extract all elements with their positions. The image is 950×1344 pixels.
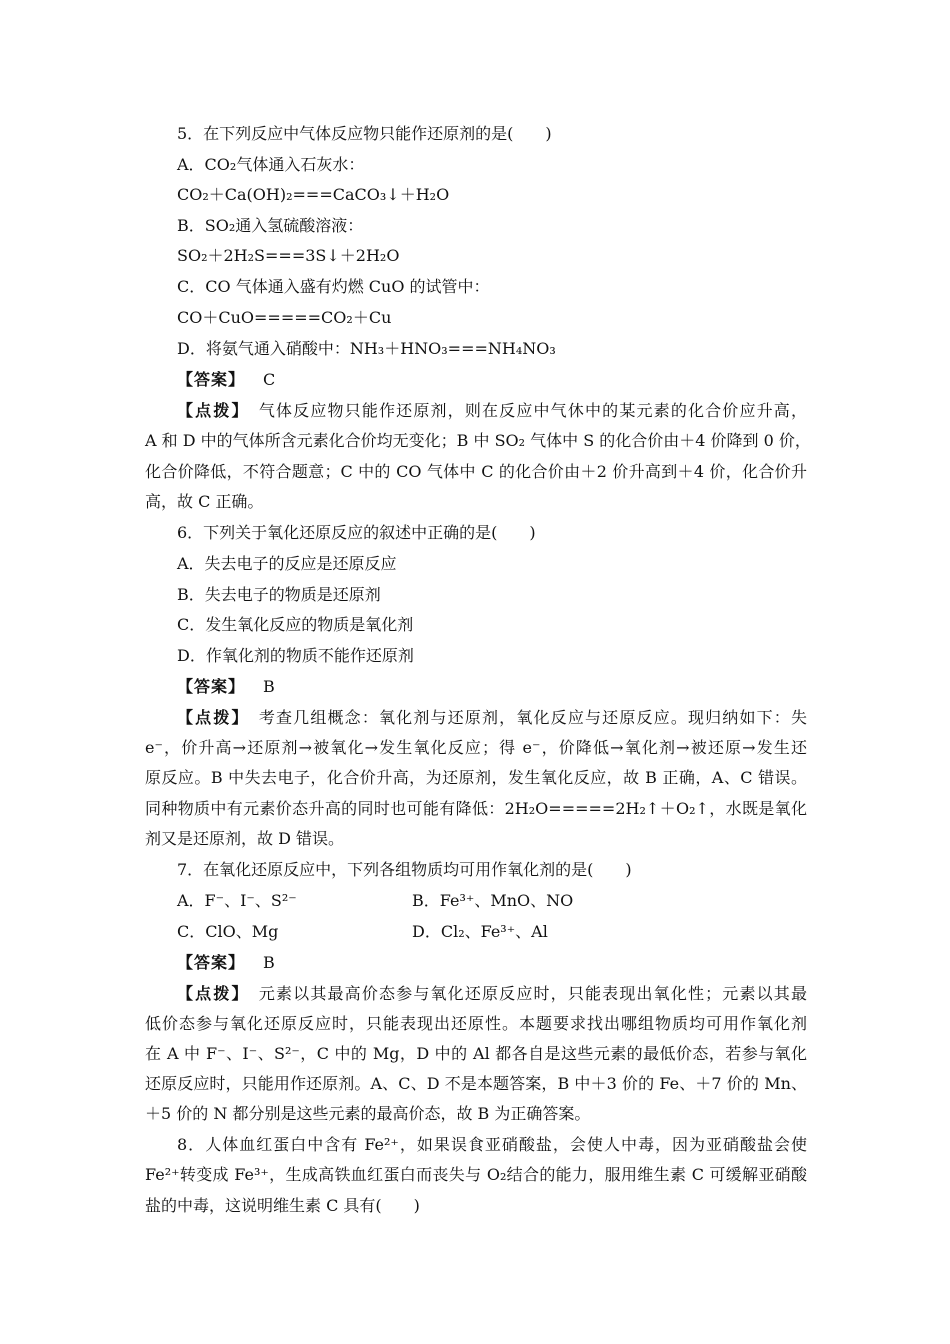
q5-stem: 5．在下列反应中气体反应物只能作还原剂的是( ) [177,124,552,143]
q5-hint-line-4: 高，故 C 正确。 [145,492,264,511]
q7-option-a: A．F⁻、I⁻、S²⁻ [177,891,297,910]
q6-option-c: C．发生氧化反应的物质是氧化剂 [177,615,414,634]
q5-hint-line-2: A 和 D 中的气体所含元素化合价均无变化；B 中 SO₂ 气体中 S 的化合价由＋4 价降到 0 价， [145,431,811,450]
hint-tag: 【点拨】 [177,984,242,1003]
q7-answer [177,952,275,974]
q6-option-d: D．作氧化剂的物质不能作还原剂 [177,646,414,665]
q7-options-row-1 [177,890,777,912]
q5-option-c: C．CO 气体通入盛有灼燃 CuO 的试管中： [177,277,490,296]
q5-hint-line-3: 化合价降低，不符合题意；C 中的 CO 气体中 C 的化合价由＋2 价升高到＋4 价，化合价升 [145,462,807,481]
q6-hint-line-4: 同种物质中有元素价态升高的同时也可能有降低：2H₂O=====2H₂↑＋O₂↑，水既是氧化 [145,799,807,818]
q6-option-b: B．失去电子的物质是还原剂 [177,585,381,604]
q6-option-a: A．失去电子的反应是还原反应 [177,554,397,573]
q6-answer [177,676,275,698]
q7-option-c: C．ClO、Mg [177,922,279,941]
q7-hint-line-4: 还原反应时，只能用作还原剂。A、C、D 不是本题答案，B 中＋3 价的 Fe、＋7 价的 Mn、 [145,1074,807,1093]
q5-option-d: D．将氨气通入硝酸中：NH₃＋HNO₃===NH₄NO₃ [177,339,556,358]
q7-hint-line-3: 在 A 中 F⁻、I⁻、S²⁻，C 中的 Mg，D 中的 Al 都各自是这些元素的最低价态，若参与氧化 [145,1044,807,1063]
q6-hint-line-2: e⁻，价升高→还原剂→被氧化→发生氧化反应；得 e⁻，价降低→氧化剂→被还原→发生还 [145,738,807,757]
answer-value: B [263,677,275,696]
q6-hint-line-5: 剂又是还原剂，故 D 错误。 [145,829,345,848]
answer-value: B [263,953,275,972]
q6-hint-line-1: 【点拨】 考查几组概念：氧化剂与还原剂，氧化反应与还原反应。现归纳如下：失 [177,708,807,727]
q6-hint-line-3: 原反应。B 中失去电子，化合价升高，为还原剂，发生氧化反应，故 B 正确，A、C 错误。 [145,768,807,787]
q7-options-row-2 [177,921,777,943]
q5-hint-line-1: 【点拨】 气体反应物只能作还原剂，则在反应中气休中的某元素的化合价应升高， [177,401,807,420]
q7-option-b: B．Fe³⁺、MnO、NO [412,891,574,910]
q7-option-d: D．Cl₂、Fe³⁺、Al [412,922,548,941]
answer-tag: 【答案】 [177,677,246,696]
q8-stem-line-1: 8．人体血红蛋白中含有 Fe²⁺，如果误食亚硝酸盐，会使人中毒，因为亚硝酸盐会使 [177,1135,807,1154]
answer-tag: 【答案】 [177,953,246,972]
hint-tag: 【点拨】 [177,401,242,420]
q5-option-a-equation: CO₂＋Ca(OH)₂===CaCO₃↓＋H₂O [177,185,450,204]
q7-stem: 7．在氧化还原反应中，下列各组物质均可用作氧化剂的是( ) [177,860,632,879]
q8-stem-line-3: 盐的中毒，这说明维生素 C 具有( ) [145,1196,420,1215]
q6-stem: 6．下列关于氧化还原反应的叙述中正确的是( ) [177,523,536,542]
q5-option-c-equation: CO＋CuO=====CO₂＋Cu [177,308,392,327]
hint-tag: 【点拨】 [177,708,242,727]
q7-hint-line-1: 【点拨】 元素以其最高价态参与氧化还原反应时，只能表现出氧化性；元素以其最 [177,984,807,1003]
answer-tag: 【答案】 [177,370,246,389]
q5-option-b: B．SO₂通入氢硫酸溶液： [177,216,364,235]
q5-answer [177,369,275,391]
q5-option-a: A．CO₂气体通入石灰水： [177,155,365,174]
q7-hint-line-5: ＋5 价的 N 都分别是这些元素的最高价态，故 B 为正确答案。 [145,1104,591,1123]
q8-stem-line-2: Fe²⁺转变成 Fe³⁺，生成高铁血红蛋白而丧失与 O₂结合的能力，服用维生素 C 可缓解亚硝酸 [145,1165,807,1184]
q7-hint-line-2: 低价态参与氧化还原反应时，只能表现出还原性。本题要求找出哪组物质均可用作氧化剂 [145,1014,807,1033]
q5-option-b-equation: SO₂＋2H₂S===3S↓＋2H₂O [177,246,400,265]
answer-value: C [263,370,276,389]
